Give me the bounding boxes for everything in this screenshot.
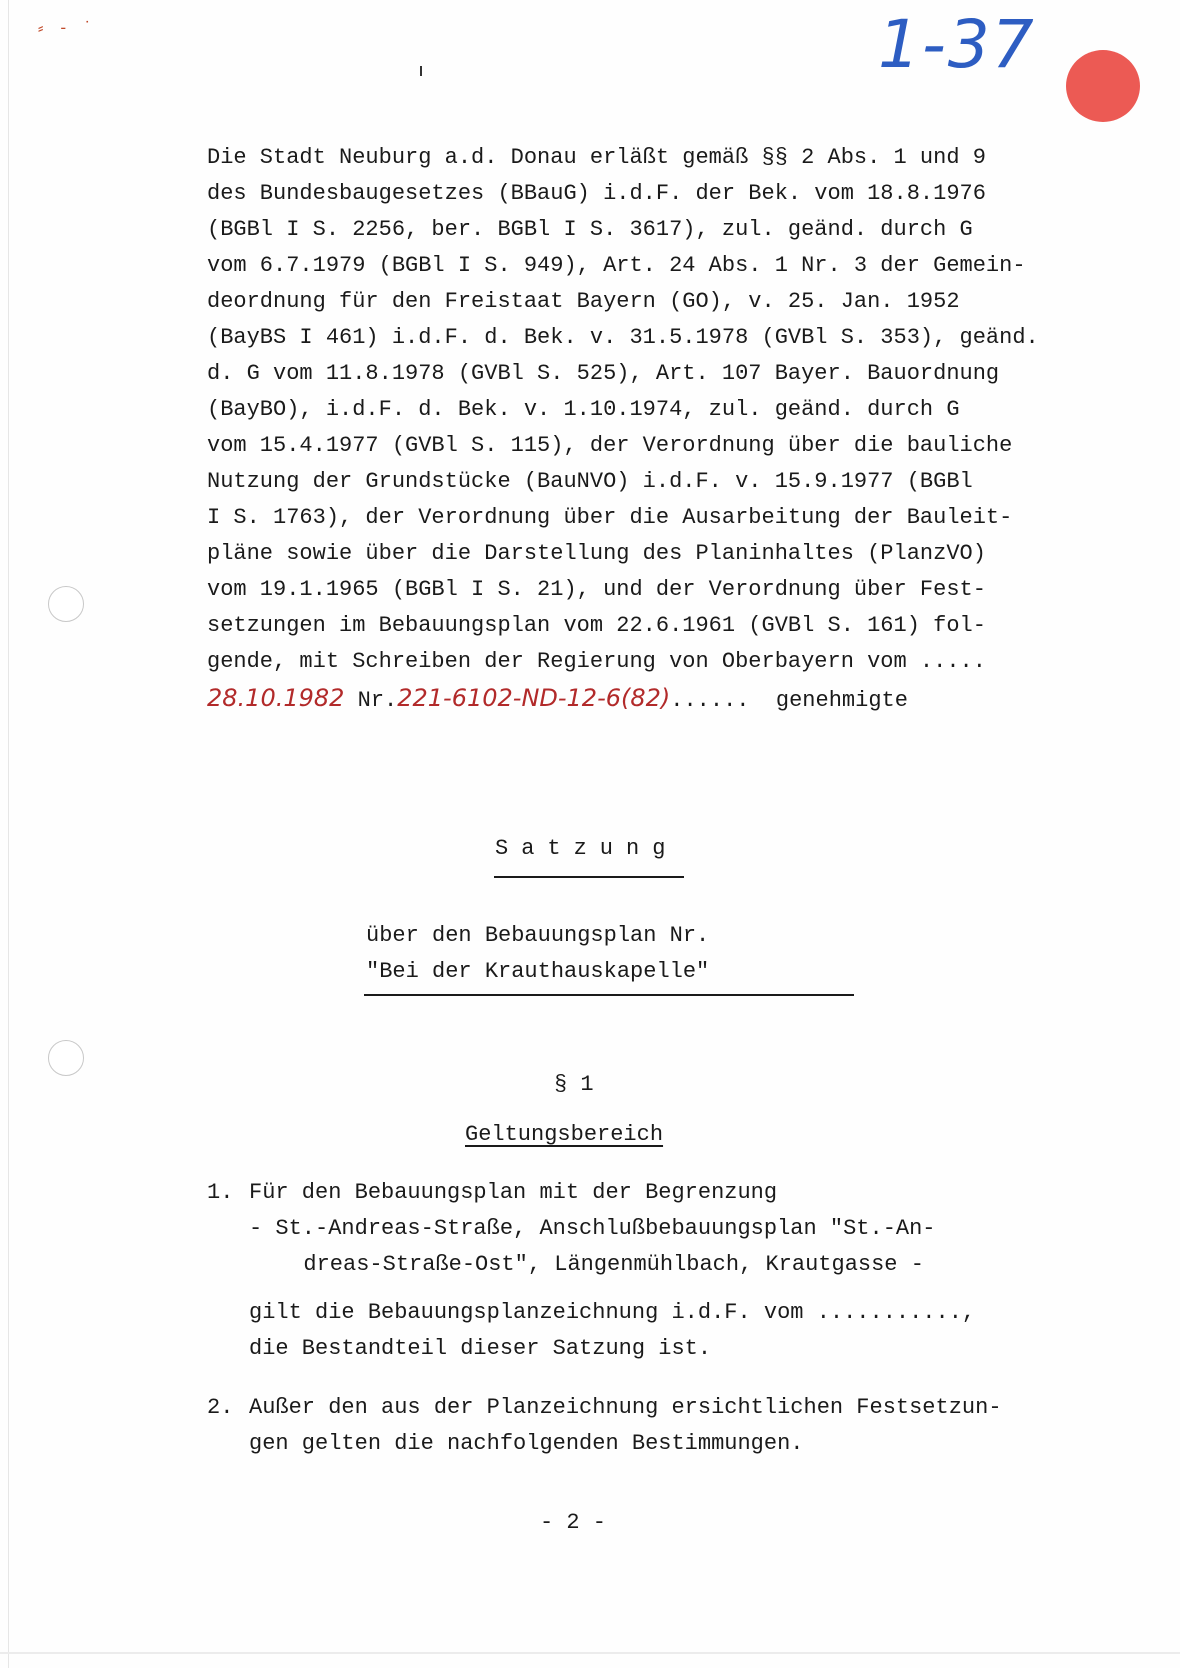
intro-line: (BayBS I 461) i.d.F. d. Bek. v. 31.5.1978 (GVBl S. 353), geänd. [207, 325, 1039, 350]
title-underline [494, 876, 684, 878]
intro-line: Nutzung der Grundstücke (BauNVO) i.d.F. v. 15.9.1977 (BGBl [207, 469, 973, 494]
item-spacer [249, 1283, 1119, 1295]
intro-line: gende, mit Schreiben der Regierung von Oberbayern vom ..... [207, 649, 986, 674]
scan-tick [420, 66, 422, 76]
approval-suffix: genehmigte [775, 688, 908, 713]
punch-hole [48, 586, 84, 622]
item-line: Außer den aus der Planzeichnung ersichtlichen Festsetzun- [249, 1395, 1002, 1420]
intro-line: d. G vom 11.8.1978 (GVBl S. 525), Art. 107 Bayer. Bauordnung [207, 361, 1000, 386]
item-line: Für den Bebauungsplan mit der Begrenzung [249, 1180, 778, 1205]
item-number: 1. [207, 1180, 234, 1205]
item-line: die Bestandteil dieser Satzung ist. [249, 1336, 712, 1361]
intro-line: setzungen im Bebauungsplan vom 22.6.1961 (GVBl S. 161) fol- [207, 613, 986, 638]
scan-edge [8, 0, 9, 1668]
item-number: 2. [207, 1395, 234, 1420]
intro-line: deordnung für den Freistaat Bayern (GO), v. 25. Jan. 1952 [207, 289, 960, 314]
intro-line: pläne sowie über die Darstellung des Planinhaltes (PlanzVO) [207, 541, 986, 566]
document-title: Satzung [495, 836, 679, 861]
intro-line: I S. 1763), der Verordnung über die Ausarbeitung der Bauleit- [207, 505, 1013, 530]
intro-line: vom 19.1.1965 (BGBl I S. 21), und der Verordnung über Fest- [207, 577, 986, 602]
intro-paragraph [207, 140, 1127, 716]
intro-line: des Bundesbaugesetzes (BBauG) i.d.F. der Bek. vom 18.8.1976 [207, 181, 986, 206]
approval-number-handwritten: 221-6102-ND-12-6(82) [397, 684, 671, 712]
subtitle-line: "Bei der Krauthauskapelle" [366, 959, 710, 984]
item-body [249, 1175, 1119, 1367]
item-line: gilt die Bebauungsplanzeichnung i.d.F. vom ..........., [249, 1300, 976, 1325]
section-number: § 1 [554, 1072, 594, 1097]
red-sticker [1066, 50, 1140, 122]
subtitle-line: über den Bebauungsplan Nr. [366, 923, 710, 948]
intro-line: (BayBO), i.d.F. d. Bek. v. 1.10.1974, zul. geänd. durch G [207, 397, 960, 422]
approval-dots: ...... [670, 688, 750, 713]
intro-line: vom 6.7.1979 (BGBl I S. 949), Art. 24 Abs. 1 Nr. 3 der Gemein- [207, 253, 1026, 278]
subtitle-underline [364, 994, 854, 996]
intro-line: (BGBl I S. 2256, ber. BGBl I S. 3617), zul. geänd. durch G [207, 217, 973, 242]
approval-line [207, 680, 1127, 716]
intro-line: vom 15.4.1977 (GVBl S. 115), der Verordnung über die bauliche [207, 433, 1013, 458]
section-heading: Geltungsbereich [465, 1122, 664, 1147]
document-subtitle [366, 918, 709, 990]
item-body [249, 1390, 1119, 1462]
punch-hole [48, 1040, 84, 1076]
scan-mark: ⸗ ‐ ˙ [38, 18, 98, 37]
scan-bottom-edge [0, 1652, 1180, 1654]
item-line: dreas-Straße-Ost", Längenmühlbach, Krautgasse - [277, 1252, 924, 1277]
approval-nr-label: Nr. [357, 688, 398, 713]
item-line: - St.-Andreas-Straße, Anschlußbebauungsplan "St.-An- [249, 1216, 936, 1241]
item-line: gen gelten die nachfolgenden Bestimmungen. [249, 1431, 804, 1456]
folio-number: 1-37 [878, 6, 1036, 83]
intro-line: Die Stadt Neuburg a.d. Donau erläßt gemäß §§ 2 Abs. 1 und 9 [207, 145, 986, 170]
approval-date-handwritten: 28.10.1982 [207, 684, 345, 712]
page-number: - 2 - [540, 1510, 607, 1535]
